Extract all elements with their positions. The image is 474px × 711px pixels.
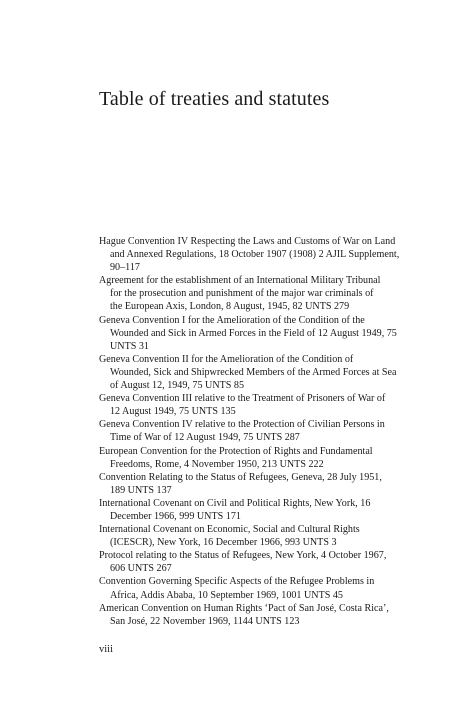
- treaty-entry-continuation: and Annexed Regulations, 18 October 1907 (1908) 2 AJIL Supplement,: [110, 249, 400, 261]
- treaty-entry-line: Protocol relating to the Status of Refugees, New York, 4 October 1967,: [99, 550, 387, 562]
- treaty-entry-continuation: for the prosecution and punishment of the major war criminals of: [110, 288, 374, 300]
- treaty-entry: [99, 235, 419, 274]
- treaty-entry-line: Convention Relating to the Status of Refugees, Geneva, 28 July 1951,: [99, 471, 382, 483]
- treaty-entry-continuation: 606 UNTS 267: [110, 563, 172, 575]
- treaty-entry: [99, 445, 419, 471]
- treaty-entry: [99, 575, 419, 601]
- treaty-entry-continuation: of August 12, 1949, 75 UNTS 85: [110, 380, 245, 392]
- treaty-entry: [99, 314, 419, 353]
- treaty-entry-line: International Covenant on Civil and Political Rights, New York, 16: [99, 497, 371, 509]
- treaty-entry-continuation: the European Axis, London, 8 August, 1945, 82 UNTS 279: [110, 301, 350, 313]
- treaty-entry-line: Geneva Convention IV relative to the Protection of Civilian Persons in: [99, 419, 385, 431]
- treaty-entry-line: Convention Governing Specific Aspects of the Refugee Problems in: [99, 576, 375, 588]
- treaty-entry-continuation: UNTS 31: [110, 340, 149, 352]
- treaty-entry-continuation: Freedoms, Rome, 4 November 1950, 213 UNTS 222: [110, 458, 324, 470]
- treaty-entry-continuation: Time of War of 12 August 1949, 75 UNTS 287: [110, 432, 300, 444]
- treaty-entry: [99, 497, 419, 523]
- treaty-entry: [99, 353, 419, 392]
- treaty-entry: [99, 392, 419, 418]
- treaty-entry-continuation: 12 August 1949, 75 UNTS 135: [110, 406, 236, 418]
- treaty-entry-continuation: 189 UNTS 137: [110, 484, 172, 496]
- treaty-entry-line: American Convention on Human Rights ‘Pact of San José, Costa Rica’,: [99, 602, 389, 614]
- treaty-entry-line: International Covenant on Economic, Social and Cultural Rights: [99, 524, 360, 536]
- treaty-entry-line: Geneva Convention II for the Amelioration of the Condition of: [99, 353, 354, 365]
- treaty-entry-line: Geneva Convention I for the Amelioration of the Condition of the: [99, 314, 365, 326]
- treaty-entry: [99, 523, 419, 549]
- treaty-entry-continuation: Wounded, Sick and Shipwrecked Members of the Armed Forces at Sea: [110, 366, 397, 378]
- treaty-entry-continuation: San José, 22 November 1969, 1144 UNTS 123: [110, 615, 300, 627]
- treaty-entry: [99, 274, 419, 313]
- treaty-entry: [99, 602, 419, 628]
- treaty-entry-line: Hague Convention IV Respecting the Laws and Customs of War on Land: [99, 236, 396, 247]
- treaty-entry-continuation: December 1966, 999 UNTS 171: [110, 510, 241, 522]
- page-number: viii: [99, 644, 114, 655]
- treaty-entry-continuation: (ICESCR), New York, 16 December 1966, 993 UNTS 3: [110, 537, 337, 549]
- treaty-list: [99, 235, 419, 628]
- treaty-entry-line: Geneva Convention III relative to the Treatment of Prisoners of War of: [99, 393, 386, 405]
- treaty-entry-line: European Convention for the Protection of Rights and Fundamental: [99, 445, 373, 457]
- treaty-entry-continuation: Wounded and Sick in Armed Forces in the Field of 12 August 1949, 75: [110, 327, 397, 339]
- treaty-entry: [99, 471, 419, 497]
- treaty-entry-continuation: Africa, Addis Ababa, 10 September 1969, 1001 UNTS 45: [110, 589, 343, 601]
- treaty-entry-continuation: 90–117: [110, 262, 140, 274]
- page-title: Table of treaties and statutes: [99, 88, 330, 110]
- treaty-entry: [99, 549, 419, 575]
- treaty-entry-line: Agreement for the establishment of an International Military Tribunal: [99, 275, 381, 287]
- treaty-entry: [99, 418, 419, 444]
